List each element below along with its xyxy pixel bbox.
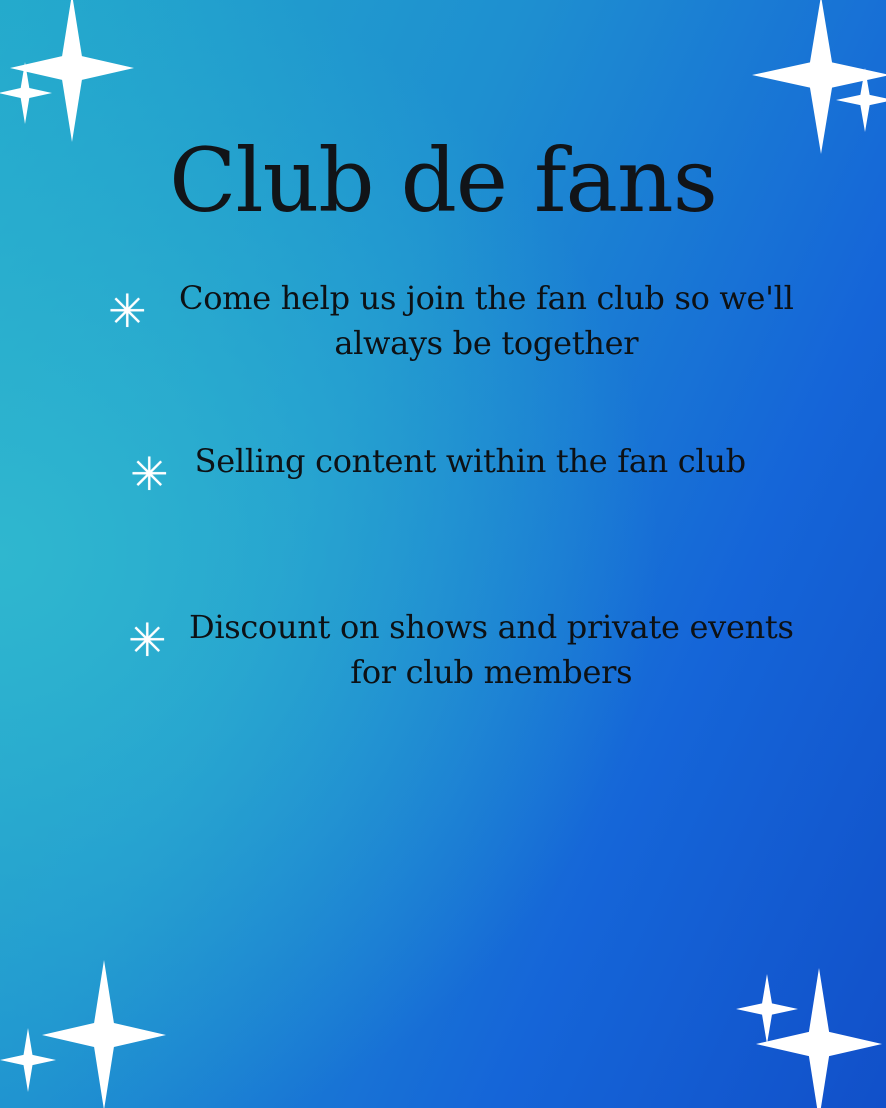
list-item-label: Discount on shows and private events for club members	[188, 607, 794, 692]
list-item	[62, 605, 824, 696]
sparkle-icon-bottom-right-small	[736, 974, 798, 1044]
list-item-label: Come help us join the fan club so we'll always be together	[179, 279, 794, 363]
list-item	[62, 276, 824, 367]
list-item-label: Selling content within the fan club	[194, 441, 746, 480]
sparkle-icon-bottom-left-large	[42, 960, 166, 1108]
asterisk-icon: ✳	[128, 612, 167, 667]
sparkle-icon-bottom-left-small	[0, 1028, 56, 1092]
benefits-list	[62, 276, 824, 696]
page-title: Club de fans	[169, 128, 717, 232]
sparkle-icon-top-right-small	[836, 68, 886, 132]
sparkle-icon-top-left-small	[0, 62, 52, 124]
asterisk-icon: ✳	[108, 284, 147, 338]
asterisk-icon: ✳	[130, 446, 169, 501]
list-item	[62, 439, 824, 501]
sparkle-icon-top-right-large	[752, 0, 886, 154]
sparkle-icon-bottom-right-large	[756, 968, 882, 1108]
sparkle-icon-top-left-large	[10, 0, 134, 142]
